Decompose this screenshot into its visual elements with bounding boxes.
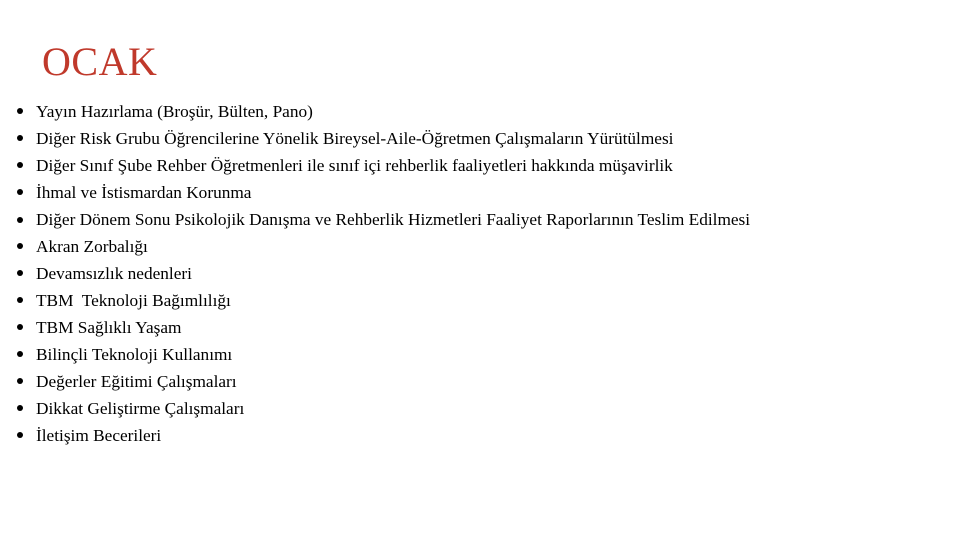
list-item [14, 98, 804, 125]
list-item [14, 395, 804, 422]
bullet-list [14, 98, 804, 449]
list-item [14, 260, 804, 287]
list-item [14, 125, 804, 152]
list-item-text: Diğer Dönem Sonu Psikolojik Danışma ve Rehberlik Hizmetleri Faaliyet Raporlarının Teslim Edilmesi [36, 210, 751, 229]
list-item [14, 206, 804, 233]
bullet-icon [17, 189, 23, 195]
bullet-icon [17, 405, 23, 411]
slide-title: OCAK [42, 39, 158, 84]
list-item-text: Diğer Risk Grubu Öğrencilerine Yönelik Bireysel-Aile-Öğretmen Çalışmaların Yürütülmesi [36, 129, 674, 148]
list-item-text: İletişim Becerileri [36, 426, 162, 445]
bullet-icon [17, 243, 23, 249]
list-item [14, 287, 804, 314]
bullet-icon [17, 217, 23, 223]
list-item [14, 179, 804, 206]
list-item [14, 341, 804, 368]
list-item-text: Devamsızlık nedenleri [36, 264, 192, 283]
list-item [14, 152, 804, 179]
list-item-text: İhmal ve İstismardan Korunma [36, 183, 252, 202]
bullet-icon [17, 378, 23, 384]
list-item [14, 368, 804, 395]
list-item [14, 314, 804, 341]
list-item [14, 422, 804, 449]
list-item-text: TBM Sağlıklı Yaşam [36, 318, 182, 337]
bullet-icon [17, 432, 23, 438]
list-item-text: TBM Teknoloji Bağımlılığı [36, 291, 231, 310]
list-item [14, 233, 804, 260]
bullet-icon [17, 351, 23, 357]
list-item-text: Akran Zorbalığı [36, 237, 148, 256]
bullet-icon [17, 135, 23, 141]
bullet-icon [17, 270, 23, 276]
list-item-text: Dikkat Geliştirme Çalışmaları [36, 399, 245, 418]
bullet-icon [17, 324, 23, 330]
bullet-icon [17, 297, 23, 303]
list-item-text: Diğer Sınıf Şube Rehber Öğretmenleri ile sınıf içi rehberlik faaliyetleri hakkında müşavirlik [36, 156, 673, 175]
bullet-icon [17, 162, 23, 168]
list-item-text: Bilinçli Teknoloji Kullanımı [36, 345, 233, 364]
list-item-text: Değerler Eğitimi Çalışmaları [36, 372, 237, 391]
bullet-icon [17, 108, 23, 114]
list-item-text: Yayın Hazırlama (Broşür, Bülten, Pano) [36, 102, 313, 121]
